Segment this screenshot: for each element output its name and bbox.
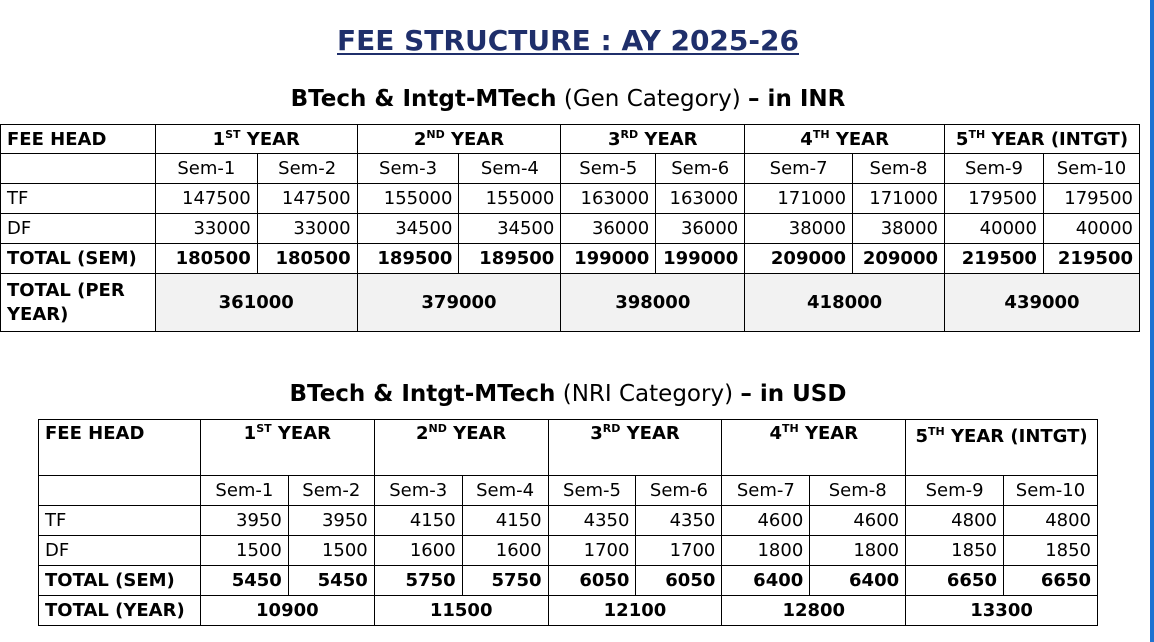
- total-sem-row: [1, 244, 1140, 274]
- fee-cell: 1850: [1003, 536, 1097, 566]
- fee-cell: 33000: [257, 214, 357, 244]
- row-label: TF: [1, 184, 156, 214]
- year-total-cell: 361000: [155, 274, 357, 332]
- year-header: 5TH YEAR (INTGT): [906, 420, 1098, 476]
- year-total-cell: 418000: [745, 274, 945, 332]
- semester-label: Sem-4: [462, 476, 548, 506]
- semester-label: Sem-5: [548, 476, 636, 506]
- fee-cell: 155000: [357, 184, 459, 214]
- fee-cell: 189500: [357, 244, 459, 274]
- year-total-cell: 13300: [906, 596, 1098, 626]
- fee-cell: 6400: [810, 566, 906, 596]
- row-label: TOTAL (YEAR): [39, 596, 201, 626]
- fee-cell: 6050: [548, 566, 636, 596]
- fee-cell: 40000: [1043, 214, 1139, 244]
- semester-label: Sem-3: [357, 154, 459, 184]
- semester-label: Sem-1: [200, 476, 288, 506]
- fee-cell: 5750: [462, 566, 548, 596]
- semester-header-row: [39, 476, 1098, 506]
- usd-fee-table: [38, 419, 1098, 626]
- fee-cell: 163000: [656, 184, 745, 214]
- semester-label: Sem-1: [155, 154, 257, 184]
- total-sem-row: [39, 566, 1098, 596]
- fee-cell: 171000: [745, 184, 853, 214]
- year-total-cell: 398000: [561, 274, 745, 332]
- table-row: [39, 536, 1098, 566]
- fee-cell: 34500: [357, 214, 459, 244]
- fee-cell: 6650: [1003, 566, 1097, 596]
- year-total-cell: 379000: [357, 274, 561, 332]
- fee-cell: 38000: [853, 214, 945, 244]
- total-year-row: [1, 274, 1140, 332]
- table-row: [1, 214, 1140, 244]
- fee-cell: 171000: [853, 184, 945, 214]
- fee-cell: 147500: [257, 184, 357, 214]
- semester-label: Sem-7: [745, 154, 853, 184]
- fee-cell: 1700: [636, 536, 722, 566]
- fee-head-label: FEE HEAD: [39, 420, 201, 476]
- year-header-row: [1, 125, 1140, 154]
- fee-cell: 209000: [745, 244, 853, 274]
- semester-label: Sem-9: [906, 476, 1004, 506]
- semester-label: Sem-7: [722, 476, 810, 506]
- semester-label: Sem-10: [1003, 476, 1097, 506]
- fee-cell: 4800: [906, 506, 1004, 536]
- row-label: TOTAL (PER YEAR): [1, 274, 156, 332]
- fee-cell: 1500: [200, 536, 288, 566]
- fee-cell: 5750: [374, 566, 462, 596]
- fee-cell: 1800: [810, 536, 906, 566]
- fee-cell: 3950: [200, 506, 288, 536]
- total-year-row: [39, 596, 1098, 626]
- year-total-cell: 12800: [722, 596, 906, 626]
- semester-label: Sem-6: [656, 154, 745, 184]
- fee-cell: 4350: [636, 506, 722, 536]
- fee-cell: 179500: [1043, 184, 1139, 214]
- fee-cell: 199000: [656, 244, 745, 274]
- semester-label: Sem-2: [257, 154, 357, 184]
- fee-cell: 6650: [906, 566, 1004, 596]
- semester-label: Sem-5: [561, 154, 656, 184]
- fee-cell: 1600: [462, 536, 548, 566]
- fee-cell: 3950: [288, 506, 374, 536]
- year-total-cell: 11500: [374, 596, 548, 626]
- fee-cell: 4600: [810, 506, 906, 536]
- empty-cell: [1, 154, 156, 184]
- fee-cell: 147500: [155, 184, 257, 214]
- year-total-cell: 439000: [945, 274, 1140, 332]
- fee-cell: 189500: [459, 244, 561, 274]
- semester-label: Sem-10: [1043, 154, 1139, 184]
- semester-label: Sem-3: [374, 476, 462, 506]
- fee-head-label: FEE HEAD: [1, 125, 156, 154]
- fee-cell: 34500: [459, 214, 561, 244]
- fee-cell: 1500: [288, 536, 374, 566]
- fee-cell: 1800: [722, 536, 810, 566]
- table-row: [1, 184, 1140, 214]
- row-label: TOTAL (SEM): [39, 566, 201, 596]
- inr-table-subtitle: BTech & Intgt-MTech (Gen Category) – in INR: [290, 86, 846, 112]
- inr-fee-table: [0, 124, 1140, 332]
- fee-cell: 36000: [656, 214, 745, 244]
- empty-cell: [39, 476, 201, 506]
- fee-cell: 1600: [374, 536, 462, 566]
- semester-label: Sem-8: [853, 154, 945, 184]
- row-label: DF: [39, 536, 201, 566]
- year-header: 3RD YEAR: [561, 125, 745, 154]
- year-header: 4TH YEAR: [722, 420, 906, 476]
- fee-cell: 163000: [561, 184, 656, 214]
- fee-cell: 1850: [906, 536, 1004, 566]
- fee-cell: 4600: [722, 506, 810, 536]
- semester-label: Sem-4: [459, 154, 561, 184]
- year-header: 5TH YEAR (INTGT): [945, 125, 1140, 154]
- fee-cell: 199000: [561, 244, 656, 274]
- year-total-cell: 12100: [548, 596, 722, 626]
- fee-cell: 6400: [722, 566, 810, 596]
- year-header: 3RD YEAR: [548, 420, 722, 476]
- fee-cell: 4150: [374, 506, 462, 536]
- row-label: TF: [39, 506, 201, 536]
- semester-label: Sem-8: [810, 476, 906, 506]
- fee-cell: 36000: [561, 214, 656, 244]
- fee-cell: 180500: [257, 244, 357, 274]
- fee-cell: 4800: [1003, 506, 1097, 536]
- year-header: 1ST YEAR: [155, 125, 357, 154]
- fee-cell: 180500: [155, 244, 257, 274]
- fee-cell: 1700: [548, 536, 636, 566]
- page-edge-bar: [1150, 0, 1154, 642]
- fee-cell: 38000: [745, 214, 853, 244]
- fee-cell: 40000: [945, 214, 1044, 244]
- fee-cell: 33000: [155, 214, 257, 244]
- fee-cell: 6050: [636, 566, 722, 596]
- fee-cell: 155000: [459, 184, 561, 214]
- semester-label: Sem-2: [288, 476, 374, 506]
- year-header: 2ND YEAR: [357, 125, 561, 154]
- year-header: 4TH YEAR: [745, 125, 945, 154]
- fee-cell: 5450: [288, 566, 374, 596]
- fee-cell: 179500: [945, 184, 1044, 214]
- fee-cell: 5450: [200, 566, 288, 596]
- semester-header-row: [1, 154, 1140, 184]
- year-header: 2ND YEAR: [374, 420, 548, 476]
- fee-cell: 209000: [853, 244, 945, 274]
- fee-cell: 4150: [462, 506, 548, 536]
- semester-label: Sem-6: [636, 476, 722, 506]
- row-label: TOTAL (SEM): [1, 244, 156, 274]
- semester-label: Sem-9: [945, 154, 1044, 184]
- row-label: DF: [1, 214, 156, 244]
- table-row: [39, 506, 1098, 536]
- usd-table-subtitle: BTech & Intgt-MTech (NRI Category) – in USD: [289, 381, 847, 407]
- year-total-cell: 10900: [200, 596, 374, 626]
- fee-cell: 4350: [548, 506, 636, 536]
- year-header: 1ST YEAR: [200, 420, 374, 476]
- fee-cell: 219500: [945, 244, 1044, 274]
- year-header-row: [39, 420, 1098, 476]
- fee-cell: 219500: [1043, 244, 1139, 274]
- page-title: FEE STRUCTURE : AY 2025-26: [337, 24, 799, 57]
